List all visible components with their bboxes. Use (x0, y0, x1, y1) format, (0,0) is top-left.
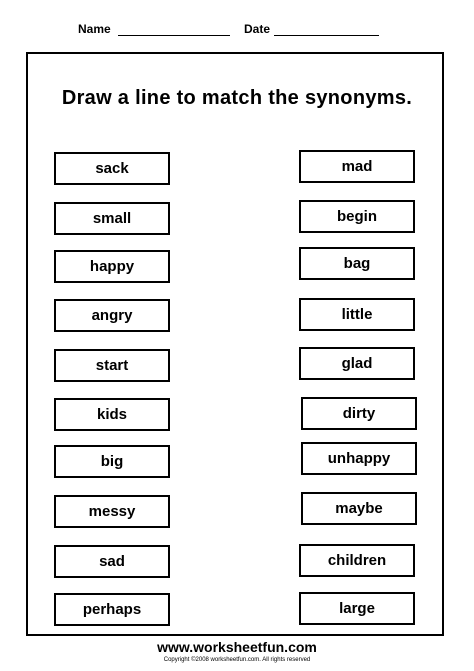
footer-copyright: Copyright ©2008 worksheetfun.com. All rights reserved (163, 657, 311, 663)
worksheet-header (0, 18, 474, 42)
right-word-5[interactable]: glad (299, 347, 415, 380)
right-word-2[interactable]: begin (299, 200, 415, 233)
left-word-6[interactable]: kids (54, 398, 170, 431)
left-word-2[interactable]: small (54, 202, 170, 235)
left-word-1[interactable]: sack (54, 152, 170, 185)
left-word-9[interactable]: sad (54, 545, 170, 578)
name-label: Name (78, 22, 111, 36)
left-word-7[interactable]: big (54, 445, 170, 478)
right-word-6[interactable]: dirty (301, 397, 417, 430)
name-line[interactable] (118, 35, 230, 36)
left-word-5[interactable]: start (54, 349, 170, 382)
worksheet-title: Draw a line to match the synonyms. (61, 87, 413, 109)
footer-url: www.worksheetfun.com (157, 639, 317, 655)
right-word-1[interactable]: mad (299, 150, 415, 183)
right-word-4[interactable]: little (299, 298, 415, 331)
left-word-10[interactable]: perhaps (54, 593, 170, 626)
left-word-8[interactable]: messy (54, 495, 170, 528)
right-word-8[interactable]: maybe (301, 492, 417, 525)
right-word-10[interactable]: large (299, 592, 415, 625)
right-word-9[interactable]: children (299, 544, 415, 577)
left-word-4[interactable]: angry (54, 299, 170, 332)
left-word-3[interactable]: happy (54, 250, 170, 283)
right-word-7[interactable]: unhappy (301, 442, 417, 475)
date-line[interactable] (274, 35, 379, 36)
right-word-3[interactable]: bag (299, 247, 415, 280)
date-label: Date (244, 22, 271, 36)
